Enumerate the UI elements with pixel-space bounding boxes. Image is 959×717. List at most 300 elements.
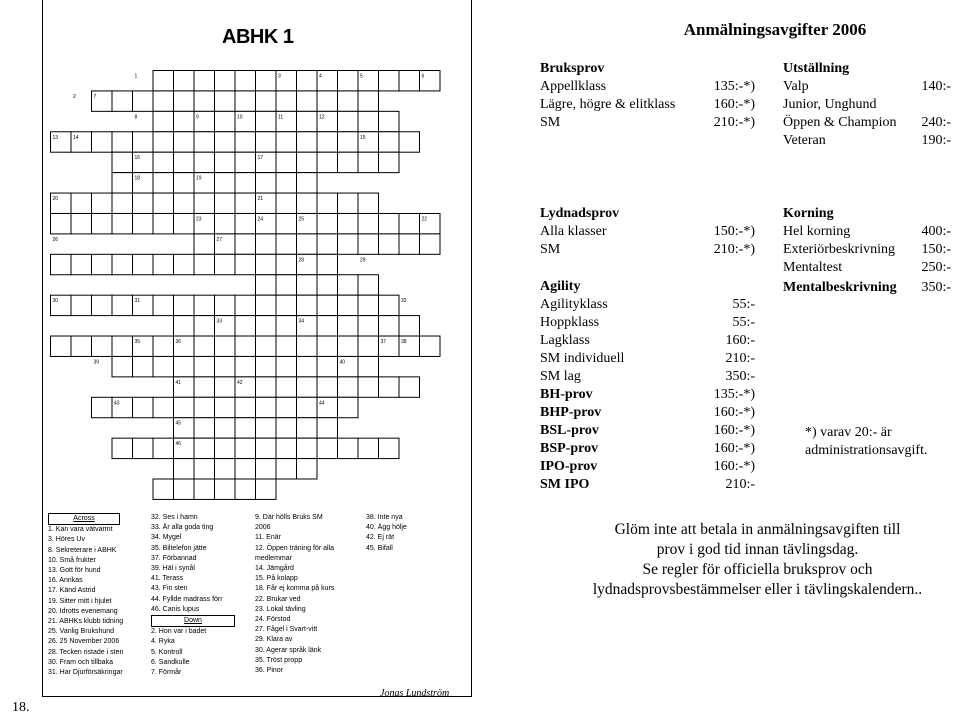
crossword-cell[interactable] (297, 336, 318, 356)
crossword-cell[interactable] (235, 479, 256, 499)
crossword-cell[interactable] (153, 173, 174, 193)
crossword-cell[interactable] (276, 275, 297, 295)
crossword-cell[interactable] (276, 234, 297, 254)
crossword-cell[interactable] (317, 418, 338, 438)
crossword-cell[interactable] (399, 213, 420, 233)
crossword-cell[interactable] (235, 336, 256, 356)
crossword-cell[interactable] (51, 336, 72, 356)
cell-number: 14 (73, 134, 79, 141)
crossword-cell[interactable] (174, 254, 195, 274)
crossword-cell[interactable] (338, 91, 359, 111)
crossword-cell[interactable] (194, 479, 215, 499)
crossword-cell[interactable] (317, 193, 338, 213)
cell-number: 27 (216, 236, 223, 243)
fee-row (540, 440, 755, 458)
crossword-cell[interactable] (112, 132, 133, 152)
crossword-cell[interactable] (174, 173, 195, 193)
crossword-cell[interactable] (297, 234, 318, 254)
crossword-cell[interactable] (112, 152, 133, 172)
crossword-cell[interactable] (276, 193, 297, 213)
crossword-cell[interactable] (194, 193, 215, 213)
crossword-cell[interactable] (153, 71, 174, 91)
crossword-cell[interactable] (358, 316, 379, 336)
crossword-cell[interactable] (379, 132, 400, 152)
fee-row (783, 259, 951, 277)
crossword-cell[interactable] (133, 397, 154, 417)
fee-value: 240:- (921, 115, 951, 130)
crossword-cell[interactable] (276, 397, 297, 417)
crossword-cell[interactable] (215, 254, 236, 274)
crossword-cell[interactable] (256, 316, 277, 336)
crossword-cell[interactable] (297, 173, 318, 193)
crossword-cell[interactable] (256, 132, 277, 152)
clue: 19. Sitter mitt i hjulet (48, 597, 112, 605)
crossword-cell[interactable] (133, 438, 154, 458)
crossword-cell[interactable] (235, 356, 256, 376)
crossword-cell[interactable] (276, 213, 297, 233)
fee-value: 55:- (732, 315, 755, 330)
crossword-cell[interactable] (215, 173, 236, 193)
crossword-cell[interactable] (338, 132, 359, 152)
bruksprov-table (540, 60, 755, 132)
clue: 15. På kolapp (255, 575, 298, 583)
crossword-cell[interactable] (317, 377, 338, 397)
crossword-cell[interactable] (174, 479, 195, 499)
clue: 21. ABHKs klubb tidning (48, 618, 124, 626)
crossword-cell[interactable] (256, 91, 277, 111)
crossword-cell[interactable] (317, 213, 338, 233)
crossword-cell[interactable] (194, 234, 215, 254)
crossword-cell[interactable] (112, 173, 133, 193)
cell-number: 16 (134, 155, 141, 162)
crossword-cell[interactable] (256, 356, 277, 376)
fee-row (783, 223, 951, 241)
crossword-cell[interactable] (256, 418, 277, 438)
cell-number: 4 (319, 73, 322, 80)
crossword-cell[interactable] (71, 193, 92, 213)
crossword-cell[interactable] (276, 91, 297, 111)
korning-heading: Korning (783, 206, 834, 221)
clue: 31. Har Djurförsäkringar (48, 669, 123, 677)
fee-row (540, 114, 755, 132)
crossword-cell[interactable] (256, 397, 277, 417)
crossword-cell[interactable] (153, 397, 174, 417)
crossword-cell[interactable] (194, 91, 215, 111)
crossword-cell[interactable] (235, 152, 256, 172)
crossword-cell[interactable] (297, 438, 318, 458)
crossword-cell[interactable] (153, 111, 174, 131)
crossword-cell[interactable] (235, 459, 256, 479)
crossword-cell[interactable] (194, 336, 215, 356)
crossword-cell[interactable] (317, 234, 338, 254)
crossword-cell[interactable] (133, 356, 154, 376)
clue: 37. Förbannad (151, 554, 197, 562)
crossword-cell[interactable] (194, 377, 215, 397)
crossword-cell[interactable] (71, 336, 92, 356)
crossword-cell[interactable] (92, 336, 113, 356)
crossword-cell[interactable] (71, 213, 92, 233)
crossword-cell[interactable] (358, 234, 379, 254)
crossword-cell[interactable] (133, 91, 154, 111)
clue-column-4 (366, 513, 456, 554)
crossword-cell[interactable] (194, 254, 215, 274)
crossword-cell[interactable] (174, 152, 195, 172)
crossword-cell[interactable] (215, 111, 236, 131)
crossword-cell[interactable] (276, 173, 297, 193)
crossword-cell[interactable] (235, 254, 256, 274)
crossword-cell[interactable] (256, 234, 277, 254)
crossword-cell[interactable] (358, 213, 379, 233)
crossword-cell[interactable] (194, 397, 215, 417)
crossword-cell[interactable] (399, 71, 420, 91)
crossword-cell[interactable] (276, 316, 297, 336)
crossword-cell[interactable] (317, 91, 338, 111)
crossword-cell[interactable] (235, 91, 256, 111)
crossword-cell[interactable] (92, 254, 113, 274)
fee-rows (540, 296, 755, 386)
crossword-cell[interactable] (256, 111, 277, 131)
fee-value: 135:-*) (713, 387, 755, 402)
crossword-cell[interactable] (133, 193, 154, 213)
crossword-cell[interactable] (297, 397, 318, 417)
crossword-cell[interactable] (174, 91, 195, 111)
crossword-cell[interactable] (358, 438, 379, 458)
fee-value: 160:-*) (713, 441, 755, 456)
lydnad-heading: Lydnadsprov (540, 206, 620, 221)
crossword-cell[interactable] (153, 91, 174, 111)
crossword-cell[interactable] (235, 438, 256, 458)
crossword-cell[interactable] (194, 418, 215, 438)
crossword-cell[interactable] (358, 152, 379, 172)
crossword-cell[interactable] (153, 254, 174, 274)
crossword-cell[interactable] (133, 254, 154, 274)
crossword-cell[interactable] (358, 336, 379, 356)
crossword-cell[interactable] (338, 377, 359, 397)
crossword-cell[interactable] (153, 132, 174, 152)
crossword-clues (48, 513, 468, 693)
crossword-cell[interactable] (194, 295, 215, 315)
crossword-cell[interactable] (235, 234, 256, 254)
crossword-cell[interactable] (256, 459, 277, 479)
crossword-cell[interactable] (174, 213, 195, 233)
clue: 29. Klara av (255, 636, 293, 644)
crossword-cell[interactable] (276, 438, 297, 458)
crossword-cell[interactable] (215, 71, 236, 91)
crossword-cell[interactable] (112, 91, 133, 111)
crossword-cell[interactable] (399, 234, 420, 254)
crossword-cell[interactable] (256, 479, 277, 499)
fee-value: 210:- (725, 351, 755, 366)
crossword-cell[interactable] (358, 91, 379, 111)
crossword-cell[interactable] (174, 111, 195, 131)
crossword-cell[interactable] (235, 71, 256, 91)
crossword-cell[interactable] (379, 295, 400, 315)
crossword-cell[interactable] (194, 71, 215, 91)
crossword-cell[interactable] (235, 418, 256, 438)
crossword-cell[interactable] (174, 397, 195, 417)
crossword-cell[interactable] (297, 152, 318, 172)
crossword-cell[interactable] (92, 193, 113, 213)
crossword-cell[interactable] (379, 438, 400, 458)
crossword-cell[interactable] (379, 213, 400, 233)
fee-label: Junior, Unghund (783, 97, 877, 112)
crossword-cell[interactable] (379, 111, 400, 131)
clue: 30. Agerar språk länk (255, 646, 322, 654)
crossword-cell[interactable] (51, 213, 72, 233)
crossword-cell[interactable] (338, 438, 359, 458)
crossword-cell[interactable] (338, 234, 359, 254)
clue: medlemmar (255, 554, 292, 562)
crossword-cell[interactable] (215, 132, 236, 152)
fee-value: 150:- (921, 242, 951, 257)
cell-number: 44 (319, 400, 325, 407)
crossword-cell[interactable] (174, 316, 195, 336)
crossword-cell[interactable] (297, 71, 318, 91)
crossword-cell[interactable] (297, 111, 318, 131)
crossword-cell[interactable] (276, 356, 297, 376)
crossword-cell[interactable] (379, 71, 400, 91)
cell-number: 19 (196, 175, 202, 182)
crossword-cell[interactable] (338, 152, 359, 172)
crossword-cell[interactable] (358, 275, 379, 295)
cell-number: 37 (380, 339, 387, 346)
crossword-cell[interactable] (92, 295, 113, 315)
crossword-cell[interactable] (256, 336, 277, 356)
crossword-cell[interactable] (194, 438, 215, 458)
clue-column-2 (151, 513, 251, 678)
crossword-cell[interactable] (256, 295, 277, 315)
crossword-cell[interactable] (112, 193, 133, 213)
crossword-cell[interactable] (297, 356, 318, 376)
cell-number: 33 (216, 318, 223, 325)
crossword-cell[interactable] (174, 356, 195, 376)
crossword-cell[interactable] (317, 438, 338, 458)
crossword-cell[interactable] (358, 377, 379, 397)
crossword-cell[interactable] (276, 459, 297, 479)
fee-rows (540, 223, 755, 259)
crossword-cell[interactable] (92, 397, 113, 417)
crossword-cell[interactable] (174, 193, 195, 213)
crossword-cell[interactable] (276, 418, 297, 438)
crossword-cell[interactable] (379, 316, 400, 336)
crossword-cell[interactable] (215, 295, 236, 315)
crossword-cell[interactable] (297, 459, 318, 479)
reminder-line: lydnadsprovsbestämmelser eller i tävlingskalendern.. (592, 581, 923, 598)
crossword-cell[interactable] (112, 438, 133, 458)
crossword-cell[interactable] (112, 356, 133, 376)
crossword-cell[interactable] (112, 336, 133, 356)
crossword-cell[interactable] (71, 254, 92, 274)
cell-number: 45 (175, 420, 182, 427)
crossword-cell[interactable] (235, 295, 256, 315)
crossword-cell[interactable] (358, 295, 379, 315)
crossword-cell[interactable] (153, 213, 174, 233)
crossword-cell[interactable] (215, 377, 236, 397)
crossword-cell[interactable] (92, 213, 113, 233)
crossword-cell[interactable] (215, 479, 236, 499)
crossword-cell[interactable] (297, 295, 318, 315)
crossword-cell[interactable] (174, 71, 195, 91)
crossword-cell[interactable] (153, 193, 174, 213)
crossword-cell[interactable] (215, 152, 236, 172)
crossword-cell[interactable] (338, 111, 359, 131)
crossword-cell[interactable] (51, 254, 72, 274)
crossword-cell[interactable] (235, 193, 256, 213)
fee-row (783, 114, 951, 132)
crossword-cell[interactable] (235, 397, 256, 417)
crossword-cell[interactable] (194, 316, 215, 336)
crossword-cell[interactable] (297, 91, 318, 111)
crossword-cell[interactable] (317, 254, 338, 274)
crossword-cell[interactable] (399, 316, 420, 336)
crossword-cell[interactable] (215, 336, 236, 356)
fee-value: 210:-*) (713, 115, 755, 130)
crossword-cell[interactable] (276, 132, 297, 152)
crossword-cell[interactable] (297, 132, 318, 152)
crossword-cell[interactable] (276, 152, 297, 172)
crossword-cell[interactable] (235, 213, 256, 233)
crossword-cell[interactable] (317, 132, 338, 152)
crossword-cell[interactable] (338, 316, 359, 336)
crossword-cell[interactable] (358, 193, 379, 213)
clue-list (48, 525, 146, 678)
crossword-cell[interactable] (215, 213, 236, 233)
fee-row (540, 296, 755, 314)
crossword-cell[interactable] (297, 418, 318, 438)
crossword-cell[interactable] (174, 132, 195, 152)
korning-table (783, 205, 951, 297)
fee-row (783, 132, 951, 150)
crossword-cell[interactable] (153, 152, 174, 172)
crossword-cell[interactable] (317, 316, 338, 336)
crossword-cell[interactable] (276, 377, 297, 397)
crossword-cell[interactable] (92, 132, 113, 152)
crossword-cell[interactable] (215, 397, 236, 417)
crossword-cell[interactable] (256, 173, 277, 193)
clue: 2. Hon var i badet (151, 628, 207, 636)
clue: 32. Ses i hamn (151, 514, 198, 521)
crossword-cell[interactable] (297, 377, 318, 397)
crossword-cell[interactable] (317, 295, 338, 315)
fee-value: 160:-*) (713, 405, 755, 420)
crossword-cell[interactable] (153, 336, 174, 356)
fee-row (783, 241, 951, 259)
crossword-cell[interactable] (256, 71, 277, 91)
crossword-cell[interactable] (235, 316, 256, 336)
crossword-cell[interactable] (338, 397, 359, 417)
crossword-cell[interactable] (420, 234, 441, 254)
crossword-cell[interactable] (215, 438, 236, 458)
clues-down-heading: Down (151, 615, 235, 627)
crossword-cell[interactable] (297, 193, 318, 213)
crossword-cell[interactable] (420, 336, 441, 356)
crossword-cell[interactable] (194, 459, 215, 479)
fee-row (540, 223, 755, 241)
clues-across-heading: Across (48, 513, 120, 525)
crossword-cell[interactable] (358, 111, 379, 131)
fee-rows (783, 223, 951, 277)
clue: 1. Kan vara vätvarmt (48, 526, 113, 534)
crossword-cell[interactable] (399, 377, 420, 397)
crossword-cell[interactable] (112, 213, 133, 233)
cell-number: 2 (73, 93, 76, 100)
crossword-cell[interactable] (215, 91, 236, 111)
crossword-cell[interactable] (112, 295, 133, 315)
crossword-cell[interactable] (317, 152, 338, 172)
clue: 8. Sekreterare i ABHK (48, 546, 117, 554)
clue: 5. Kontroll (151, 648, 183, 656)
crossword-cell[interactable] (338, 295, 359, 315)
clue: 11. Enär (255, 534, 281, 542)
crossword-cell[interactable] (235, 132, 256, 152)
crossword-cell[interactable] (215, 459, 236, 479)
crossword-cell[interactable] (133, 213, 154, 233)
crossword-cell[interactable] (338, 71, 359, 91)
crossword-cell[interactable] (194, 132, 215, 152)
crossword-cell[interactable] (276, 295, 297, 315)
crossword-cell[interactable] (153, 356, 174, 376)
note-line: administrationsavgift. (805, 443, 928, 458)
crossword-cell[interactable] (338, 275, 359, 295)
crossword-cell[interactable] (174, 459, 195, 479)
crossword-cell[interactable] (317, 275, 338, 295)
crossword-cell[interactable] (133, 132, 154, 152)
crossword-cell[interactable] (338, 193, 359, 213)
fee-value: 150:-*) (713, 224, 755, 239)
crossword-cell[interactable] (194, 356, 215, 376)
crossword-cell[interactable] (358, 356, 379, 376)
crossword-cell[interactable] (379, 152, 400, 172)
crossword-cell[interactable] (215, 193, 236, 213)
crossword-cell[interactable] (297, 275, 318, 295)
crossword-cell[interactable] (276, 254, 297, 274)
crossword-cell[interactable] (153, 295, 174, 315)
crossword-cell[interactable] (379, 234, 400, 254)
cell-number: 31 (134, 298, 141, 305)
crossword-cell[interactable] (71, 295, 92, 315)
clue: 35. Biltelefon jätte (151, 544, 207, 552)
fee-label: BHP-prov (540, 405, 602, 420)
crossword-cell[interactable] (174, 295, 195, 315)
crossword-cell[interactable] (317, 336, 338, 356)
fee-label: Exteriörbeskrivning (783, 242, 895, 257)
crossword-cell[interactable] (215, 418, 236, 438)
crossword-cell[interactable] (338, 336, 359, 356)
crossword-cell[interactable] (235, 173, 256, 193)
crossword-cell[interactable] (256, 275, 277, 295)
clue-column-3 (255, 513, 355, 676)
clue: 26. 25 November 2006 (48, 638, 120, 646)
crossword-cell[interactable] (112, 254, 133, 274)
utstallning-table (783, 60, 951, 150)
crossword-cell[interactable] (153, 479, 174, 499)
fee-label: BSL-prov (540, 423, 599, 438)
crossword-cell[interactable] (317, 356, 338, 376)
crossword-cell[interactable] (256, 438, 277, 458)
crossword-cell[interactable] (276, 336, 297, 356)
fee-row (783, 78, 951, 96)
crossword-cell[interactable] (256, 254, 277, 274)
crossword-cell[interactable] (379, 377, 400, 397)
crossword-cell[interactable] (153, 438, 174, 458)
crossword-cell[interactable] (399, 132, 420, 152)
cell-number: 13 (52, 134, 59, 141)
crossword-cell[interactable] (256, 377, 277, 397)
crossword-cell[interactable] (338, 213, 359, 233)
crossword-cell[interactable] (215, 356, 236, 376)
cell-number: 30 (52, 298, 59, 305)
crossword-cell[interactable] (194, 152, 215, 172)
